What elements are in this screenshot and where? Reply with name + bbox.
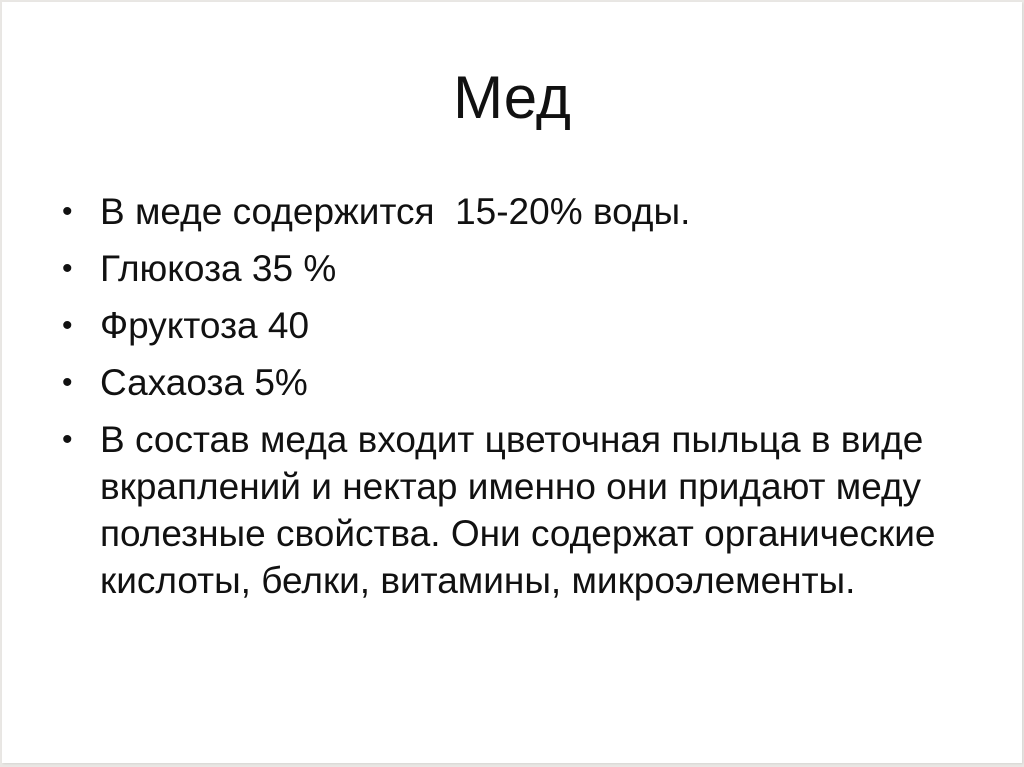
slide-title: Мед xyxy=(453,64,571,131)
bullet-text-sucrose: Сахаоза 5% xyxy=(100,362,308,403)
bullet-marker: • xyxy=(62,195,73,228)
bullet-marker: • xyxy=(62,309,73,342)
bullet-marker: • xyxy=(62,423,73,456)
bullet-text-glucose: Глюкоза 35 % xyxy=(100,248,337,289)
slide xyxy=(2,2,1022,763)
list-item xyxy=(62,188,942,235)
bullet-list xyxy=(62,188,946,614)
list-item xyxy=(62,416,946,604)
bullet-marker: • xyxy=(62,252,73,285)
bullet-text-water: В меде содержится 15-20% воды. xyxy=(100,191,691,232)
bullet-text-fructose: Фруктоза 40 xyxy=(100,305,310,346)
bullet-text-composition: В состав меда входит цветочная пыльца в виде вкраплений и нектар именно они придают меду полезные свойства. Они содержат органические кислоты, белки, витамины, микроэлементы. xyxy=(100,419,946,601)
list-item xyxy=(62,302,942,349)
bullet-marker: • xyxy=(62,366,73,399)
list-item xyxy=(62,245,942,292)
list-item xyxy=(62,359,942,406)
